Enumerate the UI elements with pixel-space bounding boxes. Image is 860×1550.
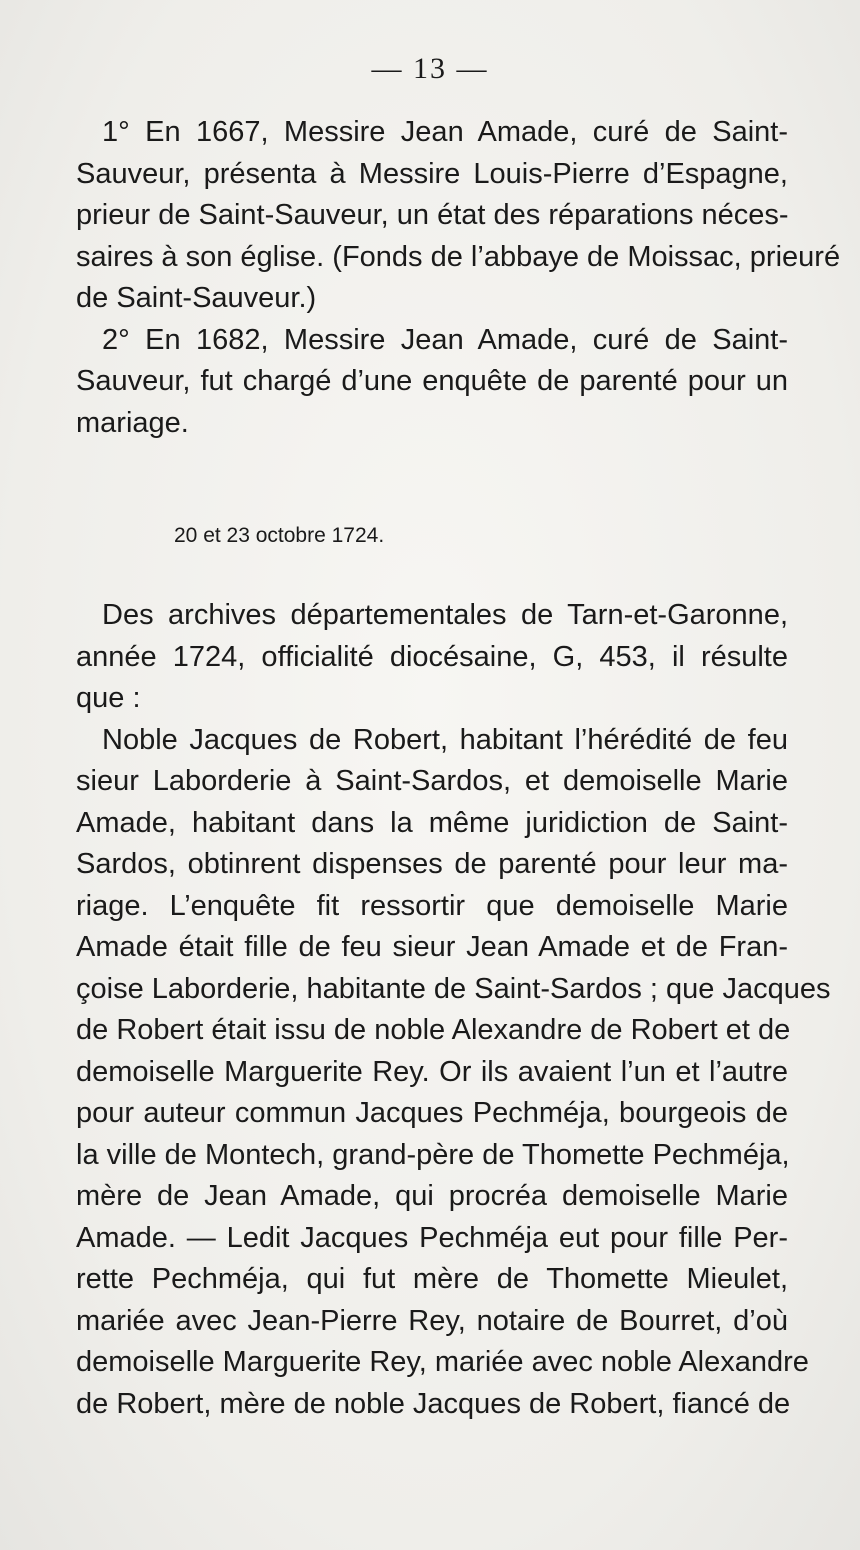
text-line: saires à son église. (Fonds de l’abbaye de Moissac, prieuré (76, 240, 841, 273)
text-line: çoise Laborderie, habitante de Saint-Sardos ; que Jacques (76, 972, 831, 1005)
text-line: prieur de Saint-Sauveur, un état des réparations néces- (76, 199, 789, 231)
text-line: de Robert, mère de noble Jacques de Robert, fiancé de (76, 1387, 791, 1420)
text-line: rette Pechméja, qui fut mère de Thomette Mieulet, (76, 1263, 788, 1295)
text-line: année 1724, officialité diocésaine, G, 453, il résulte (76, 640, 788, 673)
text-line: que : (76, 682, 141, 714)
text-line: riage. L’enquête fit ressortir que demoiselle Marie (76, 889, 788, 922)
text-line: Noble Jacques de Robert, habitant l’hérédité de feu (102, 723, 788, 756)
text-line: demoiselle Marguerite Rey, mariée avec noble Alexandre (76, 1346, 809, 1378)
text-line: mariage. (76, 406, 189, 439)
text-line: 2° En 1682, Messire Jean Amade, curé de Saint- (102, 323, 788, 356)
text-line: de Saint-Sauveur.) (76, 282, 317, 314)
text-line: Amade. — Ledit Jacques Pechméja eut pour fille Per- (76, 1221, 788, 1254)
page-number: — 13 — (371, 52, 489, 85)
section-date: 20 et 23 octobre 1724. (174, 524, 385, 547)
text-line: Des archives départementales de Tarn-et-Garonne, (102, 599, 788, 631)
paragraph-archives (76, 595, 788, 720)
text-line: la ville de Montech, grand-père de Thomette Pechméja, (76, 1138, 790, 1171)
text-line: pour auteur commun Jacques Pechméja, bourgeois de (76, 1097, 788, 1129)
paragraph-noble-jacques (76, 720, 831, 1426)
text-line: Amade, habitant dans la même juridiction de Saint- (76, 806, 788, 839)
text-line: 1° En 1667, Messire Jean Amade, curé de Saint- (102, 116, 788, 148)
text-line: sieur Laborderie à Saint-Sardos, et demoiselle Marie (76, 765, 788, 797)
text-line: Sauveur, fut chargé d’une enquête de parenté pour un (76, 365, 788, 397)
text-line: mariée avec Jean-Pierre Rey, notaire de Bourret, d’où (76, 1304, 788, 1337)
text-line: Sardos, obtinrent dispenses de parenté pour leur ma- (76, 848, 788, 880)
text-line: demoiselle Marguerite Rey. Or ils avaient l’un et l’autre (76, 1055, 788, 1088)
text-line: de Robert était issu de noble Alexandre de Robert et de (76, 1014, 791, 1046)
paragraph-1667 (76, 112, 841, 320)
text-line: Sauveur, présenta à Messire Louis-Pierre d’Espagne, (76, 157, 788, 190)
paragraph-1682 (76, 320, 788, 445)
text-line: mère de Jean Amade, qui procréa demoiselle Marie (76, 1180, 788, 1212)
page-body (76, 112, 841, 1425)
text-line: Amade était fille de feu sieur Jean Amade et de Fran- (76, 931, 788, 963)
